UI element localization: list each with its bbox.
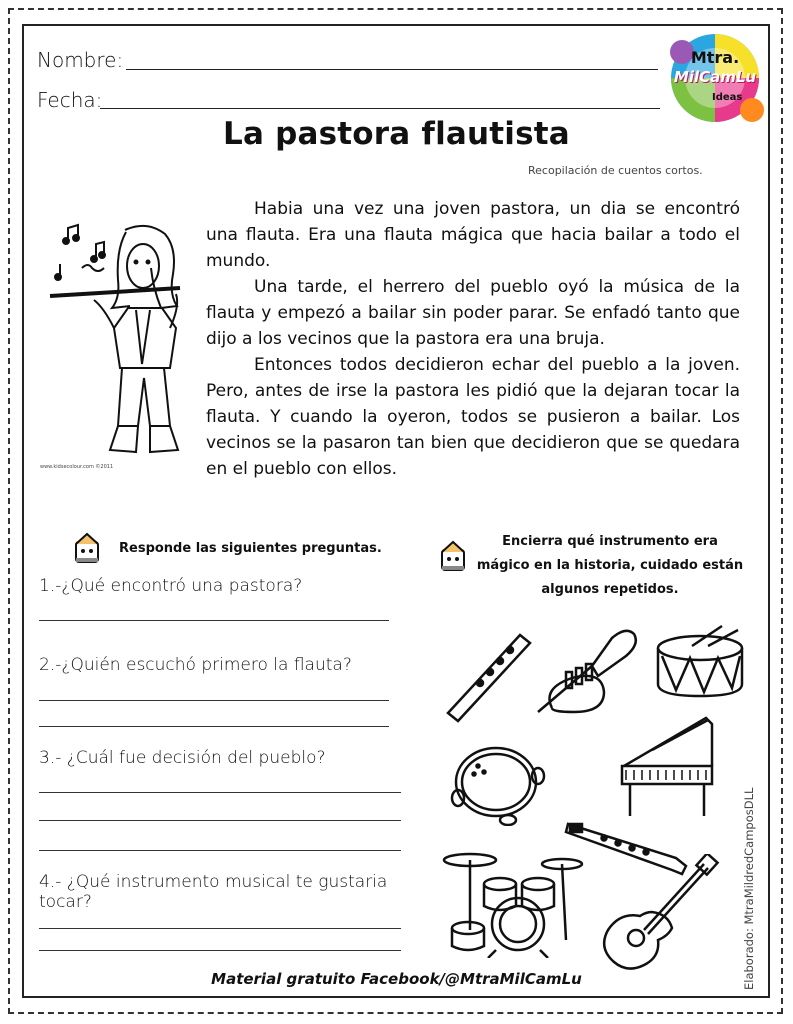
name-line bbox=[126, 69, 658, 70]
drum-kit-icon bbox=[436, 840, 586, 962]
story-paragraph-3: Entonces todos decidieron echar del pueblo a la joven. Pero, antes de irse la pastora les pidió que la dejaran tocar la flauta. Y cuando la oyeron, todos se pusieron a bailar. Los vecinos se la pasaron tan bien que decidieron que se quedara en el pueblo con ellos. bbox=[206, 355, 740, 479]
logo-text-ideas: Ideas bbox=[712, 92, 743, 103]
image-credit: www.kidsecolour.com ©2011 bbox=[40, 464, 114, 470]
question-4: 4.- ¿Qué instrumento musical te gustaria tocar? bbox=[39, 872, 388, 912]
pencil-icon bbox=[70, 532, 104, 570]
page-title: La pastora flautista bbox=[223, 116, 570, 152]
questions-heading: Responde las siguientes preguntas. bbox=[119, 541, 382, 556]
story-text bbox=[206, 196, 740, 482]
logo-text-mtra: Mtra. bbox=[690, 48, 740, 67]
answer-line bbox=[39, 620, 389, 621]
piano-icon bbox=[616, 712, 720, 826]
pencil-icon bbox=[436, 540, 470, 578]
drum-icon bbox=[652, 622, 748, 708]
answer-line bbox=[39, 950, 401, 951]
logo-text-name: MilCamLu bbox=[673, 68, 757, 86]
answer-line bbox=[39, 792, 401, 793]
story-paragraph-2: Una tarde, el herrero del pueblo oyó la música de la flauta y empezó a bailar sin poder parar. Se enfadó tanto que dijo a los vecinos que la pastora era una bruja. bbox=[206, 277, 740, 349]
date-line bbox=[100, 108, 660, 109]
answer-line bbox=[39, 700, 389, 701]
question-1: 1.-¿Qué encontró una pastora? bbox=[39, 576, 303, 596]
footer-credit: Material gratuito Facebook/@MtraMilCamLu bbox=[211, 970, 582, 988]
subtitle: Recopilación de cuentos cortos. bbox=[528, 164, 703, 177]
answer-line bbox=[39, 850, 401, 851]
side-credit: Elaborado: MtraMildredCamposDLL bbox=[742, 787, 756, 990]
question-2: 2.-¿Quién escuchó primero la flauta? bbox=[39, 655, 352, 675]
date-label: Fecha: bbox=[37, 88, 103, 112]
guitar-icon bbox=[600, 854, 720, 978]
answer-line bbox=[39, 820, 401, 821]
flute-icon bbox=[440, 625, 540, 729]
answer-line bbox=[39, 928, 401, 929]
name-label: Nombre: bbox=[37, 48, 124, 72]
shepherdess-flutist-illustration bbox=[40, 218, 210, 473]
answer-line bbox=[39, 726, 389, 727]
story-paragraph-1: Habia una vez una joven pastora, un dia se encontró una flauta. Era una flauta mágica que hacia bailar a todo el mundo. bbox=[206, 199, 740, 271]
tambourine-icon bbox=[448, 742, 548, 830]
question-3: 3.- ¿Cuál fue decisión del pueblo? bbox=[39, 748, 326, 768]
circle-instrument-heading: Encierra qué instrumento era mágico en la historia, cuidado están algunos repetidos. bbox=[476, 534, 744, 597]
